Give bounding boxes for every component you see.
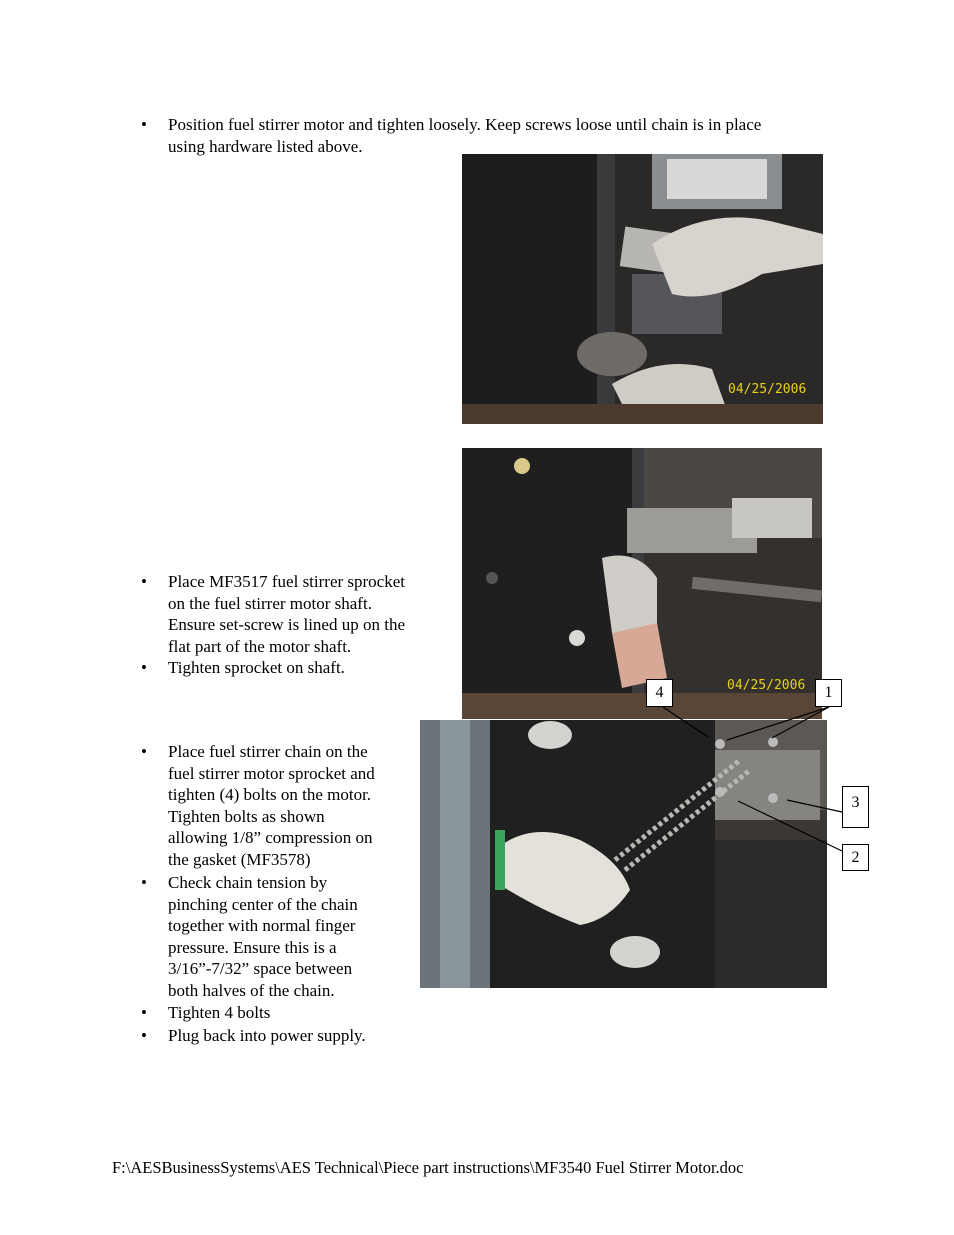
instruction-line: fuel stirrer motor sprocket and xyxy=(168,763,375,783)
instruction-line: pinching center of the chain xyxy=(168,894,358,914)
callout-3: 3 xyxy=(842,786,869,828)
bullet-dot: • xyxy=(141,115,147,134)
bullet-dot: • xyxy=(141,742,147,761)
instruction-line: Tighten bolts as shown xyxy=(168,806,325,826)
instruction-line: the gasket (MF3578) xyxy=(168,849,311,869)
instruction-line: flat part of the motor shaft. xyxy=(168,636,352,656)
instruction-line: tighten (4) bolts on the motor. xyxy=(168,785,372,804)
callout-1: 1 xyxy=(815,679,842,707)
bullet-dot: • xyxy=(141,1003,147,1022)
bullet-dot: • xyxy=(141,572,147,591)
instruction-line: pressure. Ensure this is a xyxy=(168,937,337,957)
photo-date-stamp: 04/25/2006 xyxy=(727,678,806,693)
instruction-bullet-plug-in xyxy=(141,1025,366,1047)
callout-4: 4 xyxy=(646,679,673,707)
instruction-text: Position fuel stirrer motor and tighten loosely. Keep screws loose until chain is in place xyxy=(168,115,762,134)
instruction-line: Tighten 4 bolts xyxy=(168,1003,271,1022)
instruction-bullet-tighten-bolts xyxy=(141,1002,271,1024)
instruction-line: both halves of the chain. xyxy=(168,980,335,1000)
instruction-text-continuation: using hardware listed above. xyxy=(168,136,363,156)
instruction-bullet-place-chain xyxy=(141,741,375,870)
instruction-line: Check chain tension by xyxy=(168,873,328,892)
instruction-line: Place MF3517 fuel stirrer sprocket xyxy=(168,572,405,591)
instruction-line: together with normal finger xyxy=(168,916,356,935)
instruction-line: Plug back into power supply. xyxy=(168,1026,366,1045)
instruction-line: on the fuel stirrer motor shaft. xyxy=(168,593,372,613)
bullet-dot: • xyxy=(141,1026,147,1045)
instruction-line: Ensure set-screw is lined up on the xyxy=(168,615,405,634)
instruction-line: allowing 1/8” compression on xyxy=(168,828,373,847)
instruction-line: Tighten sprocket on shaft. xyxy=(168,658,345,677)
callout-2: 2 xyxy=(842,844,869,871)
bullet-dot: • xyxy=(141,658,147,677)
photo-date-stamp: 04/25/2006 xyxy=(728,382,807,397)
instruction-line: Place fuel stirrer chain on the xyxy=(168,742,368,761)
instruction-line: 3/16”-7/32” space between xyxy=(168,959,353,978)
document-footer-path: F:\AESBusinessSystems\AES Technical\Piece part instructions\MF3540 Fuel Stirrer Motor.doc xyxy=(112,1158,744,1177)
instruction-bullet-check-tension xyxy=(141,872,358,1001)
bullet-dot: • xyxy=(141,873,147,892)
